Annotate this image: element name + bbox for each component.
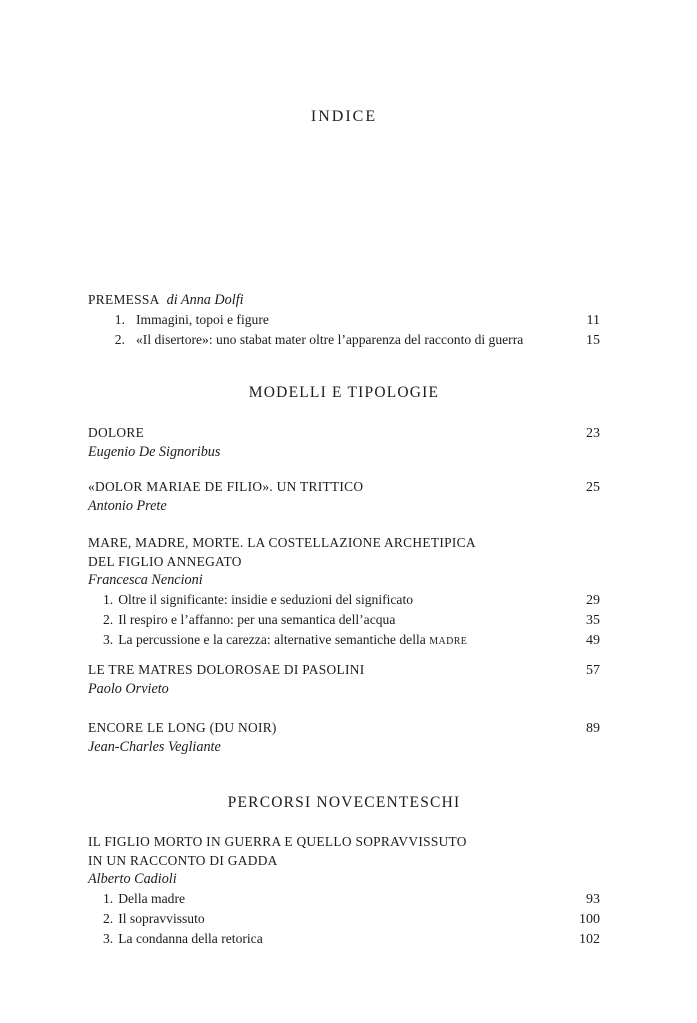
toc-item [88, 590, 600, 610]
item-title: Il respiro e l’affanno: per una semantica dell’acqua [118, 612, 396, 627]
page-title: INDICE [310, 108, 378, 125]
item-page-number: 35 [586, 613, 600, 628]
item-page-number: 102 [579, 932, 600, 947]
toc-content [88, 108, 600, 949]
item-number: 3. [103, 632, 114, 647]
toc-item [88, 630, 600, 650]
entry-author: Antonio Prete [88, 498, 167, 514]
entry-title-line1: MARE, MADRE, MORTE. LA COSTELLAZIONE ARCHETIPICA [88, 535, 476, 550]
premessa-author: di Anna Dolfi [166, 292, 244, 308]
item-number: 1. [103, 891, 114, 906]
toc-entry [88, 718, 600, 757]
toc-item [88, 330, 600, 350]
entry-author: Francesca Nencioni [88, 572, 203, 588]
entry-title-line2: DEL FIGLIO ANNEGATO [88, 554, 242, 569]
entry-title-row [88, 718, 600, 738]
toc-entry [88, 832, 600, 949]
part-heading: MODELLI E TIPOLOGIE [248, 384, 440, 401]
entry-title-line1: IL FIGLIO MORTO IN GUERRA E QUELLO SOPRAVVISSUTO [88, 834, 467, 849]
item-title: La condanna della retorica [118, 931, 263, 946]
toc-item [88, 909, 600, 929]
toc-entry [88, 533, 600, 650]
item-title: «Il disertore»: uno stabat mater oltre l’apparenza del racconto di guerra [136, 332, 524, 347]
item-page-number: 93 [586, 892, 600, 907]
premessa-title-row [88, 290, 600, 310]
item-title: Immagini, topoi e figure [136, 312, 269, 327]
entry-title: ENCORE LE LONG (DU NOIR) [88, 720, 277, 735]
toc-entry [88, 660, 600, 699]
toc-entry [88, 477, 600, 516]
part-heading: PERCORSI NOVECENTESCHI [227, 794, 461, 811]
entry-author: Eugenio De Signoribus [88, 444, 221, 460]
entry-author: Paolo Orvieto [88, 681, 169, 697]
entry-page-number: 57 [586, 663, 600, 678]
entry-title-row [88, 477, 600, 497]
entry-page-number: 23 [586, 426, 600, 441]
item-title: Il sopravvissuto [118, 911, 205, 926]
entry-title: LE TRE MATRES DOLOROSAE DI PASOLINI [88, 662, 365, 677]
entry-title: «DOLOR MARIAE DE FILIO». UN TRITTICO [88, 479, 364, 494]
item-page-number: 49 [586, 633, 600, 648]
entry-page-number: 89 [586, 721, 600, 736]
premessa-title [88, 290, 244, 310]
item-number: 1. [114, 312, 125, 327]
toc-item [88, 889, 600, 909]
item-page-number: 11 [586, 313, 600, 328]
item-number: 3. [103, 931, 114, 946]
entry-author: Jean-Charles Vegliante [88, 739, 221, 755]
toc-item [88, 610, 600, 630]
item-page-number: 15 [586, 333, 600, 348]
item-title: Della madre [118, 891, 186, 906]
entry-title-line2: IN UN RACCONTO DI GADDA [88, 853, 278, 868]
item-page-number: 29 [586, 593, 600, 608]
entry-title: DOLORE [88, 425, 145, 440]
item-number: 2. [114, 332, 125, 347]
item-number: 2. [103, 612, 114, 627]
item-title: Oltre il significante: insidie e seduzioni del significato [118, 592, 414, 607]
entry-title-row [88, 660, 600, 680]
entry-author: Alberto Cadioli [88, 871, 177, 887]
item-title [118, 630, 467, 649]
entry-title-row [88, 423, 600, 443]
toc-entry [88, 423, 600, 462]
item-number: 2. [103, 911, 114, 926]
item-page-number: 100 [579, 912, 600, 927]
toc-item [88, 310, 600, 330]
premessa-label: PREMESSA [88, 292, 160, 307]
toc-entry-premessa [88, 290, 600, 350]
item-title-text: La percussione e la carezza: alternative semantiche della [118, 632, 430, 647]
entry-page-number: 25 [586, 480, 600, 495]
item-title-smallcaps: madre [429, 632, 468, 647]
item-number: 1. [103, 592, 114, 607]
toc-item [88, 929, 600, 949]
